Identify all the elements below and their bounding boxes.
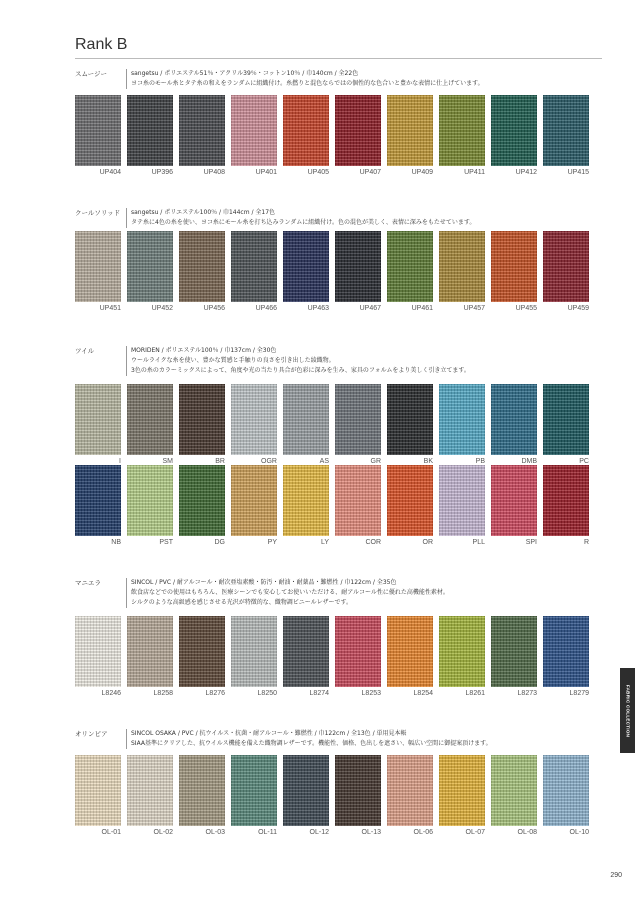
swatch-code: L8279 bbox=[569, 690, 589, 697]
fabric-swatch bbox=[231, 465, 277, 536]
swatch-code: LY bbox=[320, 539, 329, 546]
description-line: sangetsu / ポリエステル51％・アクリル39％・コットン10％ / 巾140cm / 全22色 bbox=[131, 70, 359, 77]
swatch-code: OL-10 bbox=[569, 829, 589, 836]
fabric-swatch bbox=[75, 384, 121, 455]
fabric-swatch bbox=[491, 465, 537, 536]
section-description bbox=[126, 69, 484, 89]
swatch-code: OL-12 bbox=[309, 829, 329, 836]
fabric-swatch bbox=[231, 95, 277, 166]
fabric-swatch bbox=[231, 755, 277, 826]
fabric-swatch bbox=[127, 755, 173, 826]
description-line: SINCOL OSAKA / PVC / 抗ウイルス・抗菌・耐アルコール・難燃性 / 巾122cm / 全13色 / 単用見本帳 bbox=[131, 730, 407, 737]
swatch-code: DG bbox=[214, 539, 225, 546]
fabric-swatch bbox=[335, 465, 381, 536]
swatch-row bbox=[75, 384, 602, 469]
swatch-code: UP467 bbox=[359, 305, 381, 312]
side-tab bbox=[620, 668, 635, 753]
swatch-code: OL-08 bbox=[517, 829, 537, 836]
swatch-row bbox=[75, 465, 602, 550]
swatch-row bbox=[75, 95, 602, 180]
swatch-code: NB bbox=[111, 539, 121, 546]
swatch-code: L8276 bbox=[205, 690, 225, 697]
swatch-code: UP409 bbox=[411, 169, 433, 176]
fabric-swatch bbox=[543, 231, 589, 302]
swatch-code: OL-03 bbox=[205, 829, 225, 836]
swatch-code: OL-11 bbox=[258, 829, 277, 836]
swatch-code: SPI bbox=[525, 539, 537, 546]
swatch-code: OL-01 bbox=[101, 829, 121, 836]
fabric-swatch bbox=[439, 384, 485, 455]
swatch-code: UP451 bbox=[99, 305, 121, 312]
section-description bbox=[126, 578, 449, 608]
fabric-swatch bbox=[335, 616, 381, 687]
fabric-swatch bbox=[283, 465, 329, 536]
swatch-code: UP456 bbox=[203, 305, 225, 312]
fabric-swatch bbox=[491, 95, 537, 166]
fabric-swatch bbox=[439, 755, 485, 826]
title-divider bbox=[75, 58, 602, 59]
swatch-code: BR bbox=[215, 458, 225, 465]
fabric-swatch bbox=[283, 384, 329, 455]
fabric-swatch bbox=[335, 384, 381, 455]
swatch-code: R bbox=[583, 539, 589, 546]
page-number: 290 bbox=[610, 872, 622, 879]
swatch-code: AS bbox=[319, 458, 329, 465]
fabric-swatch bbox=[543, 384, 589, 455]
fabric-swatch bbox=[543, 95, 589, 166]
description-line: MORIDEN / ポリエステル100％ / 巾137cm / 全30色 bbox=[131, 347, 277, 354]
swatch-code: UP408 bbox=[203, 169, 225, 176]
description-line: SINCOL / PVC / 耐アルコール・耐次亜塩素酸・防汚・耐油・耐薬品・難燃性 / 巾122cm / 全35色 bbox=[131, 579, 397, 586]
swatch-row bbox=[75, 755, 602, 840]
swatch-code: UP404 bbox=[99, 169, 121, 176]
side-tab-label: FABRIC COLLECTION bbox=[625, 684, 630, 737]
fabric-swatch bbox=[543, 465, 589, 536]
fabric-swatch bbox=[75, 755, 121, 826]
swatch-code: UP401 bbox=[255, 169, 277, 176]
swatch-row bbox=[75, 616, 602, 701]
fabric-swatch bbox=[387, 465, 433, 536]
swatch-code: UP457 bbox=[463, 305, 485, 312]
description-line: ウールライクな糸を使い、豊かな質感と手触りの良さを引き出した綾織物。 bbox=[131, 357, 335, 364]
description-line: ヨコ糸のモール糸とタテ糸の和えをランダムに組織付け。糸撚りと混色ならではの個性的な色合いと豊かな表情に仕上げています。 bbox=[131, 80, 484, 87]
swatch-code: COR bbox=[365, 539, 381, 546]
swatch-code: L8250 bbox=[257, 690, 277, 697]
description-line: シルクのような高級感を感じさせる光沢が特徴的な、織物調ビニールレザーです。 bbox=[131, 599, 352, 606]
fabric-swatch bbox=[75, 95, 121, 166]
swatch-code: L8253 bbox=[361, 690, 381, 697]
fabric-swatch bbox=[75, 616, 121, 687]
swatch-code: UP405 bbox=[307, 169, 329, 176]
fabric-swatch bbox=[439, 616, 485, 687]
swatch-code: UP452 bbox=[151, 305, 173, 312]
fabric-swatch bbox=[75, 231, 121, 302]
swatch-code: UP466 bbox=[255, 305, 277, 312]
description-line: SIAA基準にクリアした、抗ウイルス機能を備えた織物調レザーです。機能性、価格、色出しを遮さい、幅広い空間に御提案頂けます。 bbox=[131, 740, 492, 747]
swatch-code: L8261 bbox=[465, 690, 485, 697]
swatch-code: PC bbox=[579, 458, 589, 465]
fabric-swatch bbox=[179, 616, 225, 687]
swatch-code: SM bbox=[162, 458, 173, 465]
swatch-code: L8254 bbox=[413, 690, 433, 697]
section-description bbox=[126, 729, 492, 749]
fabric-swatch bbox=[179, 755, 225, 826]
swatch-code: DMB bbox=[521, 458, 537, 465]
description-line: sangetsu / ポリエステル100％ / 巾144cm / 全17色 bbox=[131, 209, 276, 216]
description-line: 3色の糸のカラーミックスによって、角度や光の当たり具合が色彩に深みを生み、家具のフォルムをより美しく引き立てます。 bbox=[131, 367, 470, 374]
fabric-swatch bbox=[283, 231, 329, 302]
swatch-code: GR bbox=[370, 458, 381, 465]
swatch-code: UP411 bbox=[464, 169, 485, 176]
fabric-swatch bbox=[127, 384, 173, 455]
fabric-swatch bbox=[75, 465, 121, 536]
fabric-swatch bbox=[387, 755, 433, 826]
fabric-swatch bbox=[231, 231, 277, 302]
swatch-code: OL-07 bbox=[465, 829, 485, 836]
swatch-code: PST bbox=[159, 539, 173, 546]
section-label: オリンピア bbox=[75, 730, 108, 738]
fabric-swatch bbox=[491, 231, 537, 302]
fabric-swatch bbox=[179, 231, 225, 302]
fabric-swatch bbox=[283, 755, 329, 826]
fabric-swatch bbox=[543, 755, 589, 826]
swatch-code: PLL bbox=[472, 539, 485, 546]
fabric-swatch bbox=[491, 384, 537, 455]
swatch-code: OL-13 bbox=[361, 829, 381, 836]
fabric-swatch bbox=[283, 616, 329, 687]
fabric-swatch bbox=[127, 465, 173, 536]
page-title: Rank B bbox=[75, 36, 128, 53]
fabric-swatch bbox=[439, 231, 485, 302]
swatch-code: UP455 bbox=[515, 305, 537, 312]
fabric-swatch bbox=[127, 616, 173, 687]
swatch-code: OGR bbox=[261, 458, 277, 465]
section-description bbox=[126, 208, 475, 228]
swatch-code: UP461 bbox=[411, 305, 433, 312]
swatch-code: UP396 bbox=[151, 169, 173, 176]
swatch-code: L8273 bbox=[517, 690, 537, 697]
section-label: マニエラ bbox=[75, 579, 101, 587]
swatch-code: PB bbox=[475, 458, 485, 465]
fabric-swatch bbox=[387, 95, 433, 166]
swatch-code: UP415 bbox=[567, 169, 589, 176]
swatch-code: PY bbox=[267, 539, 277, 546]
fabric-swatch bbox=[387, 231, 433, 302]
fabric-swatch bbox=[179, 95, 225, 166]
description-line: タテ糸に4色の糸を使い、ヨコ糸にモール糸を打ち込みランダムに組織付け。色の混色が美しく、表情に深みをもたせています。 bbox=[131, 219, 476, 226]
fabric-swatch bbox=[127, 95, 173, 166]
fabric-swatch bbox=[283, 95, 329, 166]
fabric-swatch bbox=[491, 616, 537, 687]
section-label: ツイル bbox=[75, 347, 95, 355]
swatch-row bbox=[75, 231, 602, 316]
swatch-code: UP463 bbox=[307, 305, 329, 312]
fabric-swatch bbox=[439, 465, 485, 536]
swatch-code: OL-06 bbox=[413, 829, 433, 836]
fabric-swatch bbox=[439, 95, 485, 166]
fabric-swatch bbox=[335, 755, 381, 826]
fabric-swatch bbox=[179, 384, 225, 455]
swatch-code: BK bbox=[423, 458, 433, 465]
swatch-code: OL-02 bbox=[153, 829, 173, 836]
swatch-code: I bbox=[119, 458, 121, 465]
swatch-code: L8258 bbox=[153, 690, 173, 697]
fabric-swatch bbox=[387, 384, 433, 455]
section-label: クールソリッド bbox=[75, 209, 121, 217]
section-description bbox=[126, 346, 470, 376]
swatch-code: L8274 bbox=[309, 690, 329, 697]
swatch-code: OR bbox=[422, 539, 433, 546]
fabric-swatch bbox=[231, 384, 277, 455]
fabric-swatch bbox=[387, 616, 433, 687]
swatch-code: L8246 bbox=[101, 690, 121, 697]
swatch-code: UP407 bbox=[359, 169, 381, 176]
fabric-swatch bbox=[335, 95, 381, 166]
fabric-swatch bbox=[179, 465, 225, 536]
fabric-swatch bbox=[491, 755, 537, 826]
description-line: 飲食店などでの使用はもちろん、医療シーンでも安心してお使いいただける、耐アルコール性に優れた高機能性素材。 bbox=[131, 589, 449, 596]
fabric-swatch bbox=[335, 231, 381, 302]
fabric-swatch bbox=[127, 231, 173, 302]
swatch-code: UP459 bbox=[567, 305, 589, 312]
swatch-code: UP412 bbox=[515, 169, 537, 176]
fabric-swatch bbox=[543, 616, 589, 687]
section-label: スムージー bbox=[75, 70, 108, 78]
fabric-swatch bbox=[231, 616, 277, 687]
